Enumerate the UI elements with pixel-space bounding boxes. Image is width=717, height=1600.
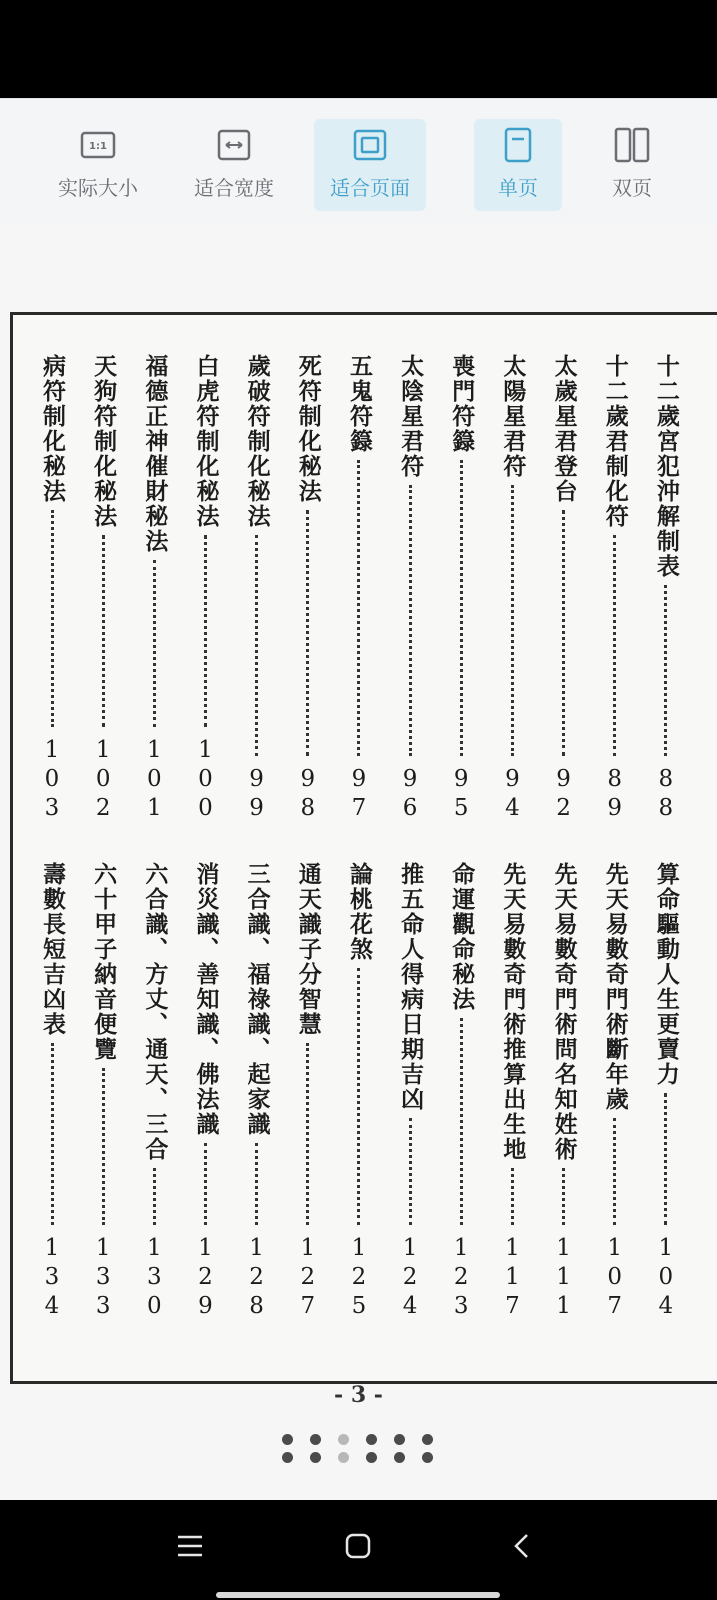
toc-entry-title: 論桃花煞 — [345, 862, 373, 962]
toc-entry-title: 先天易數奇門術問名知姓術 — [550, 862, 578, 1162]
toc-entry[interactable] — [494, 354, 530, 824]
double-page-button[interactable] — [588, 119, 676, 211]
toc-entry-title: 歲破符制化秘法 — [243, 354, 271, 529]
toc-entry-title: 推五命人得病日期吉凶 — [397, 862, 425, 1112]
toc-leader-dots — [409, 485, 412, 756]
toc-entry-page: 96 — [397, 766, 424, 824]
toc-entry-title: 通天識子分智慧 — [294, 862, 322, 1037]
toc-entry-title: 消災識、善知識、佛法識 — [192, 862, 220, 1137]
toc-entry-page: 92 — [550, 766, 577, 824]
view-toolbar — [0, 98, 717, 222]
toc-entry[interactable] — [392, 354, 428, 824]
system-nav-bar — [0, 1500, 717, 1600]
document-viewport[interactable] — [0, 222, 717, 1500]
toc-entry-title: 太陰星君符 — [397, 354, 425, 479]
toc-entry-page: 94 — [499, 766, 526, 824]
toc-entry-page: 127 — [294, 1235, 321, 1322]
toc-entry[interactable] — [546, 354, 582, 824]
toc-entry-page: 88 — [652, 766, 679, 824]
page-indicator-dot[interactable] — [422, 1452, 433, 1463]
toc-entry-page: 103 — [39, 737, 65, 824]
toc-entry-title: 十二歲宮犯沖解制表 — [652, 354, 680, 579]
toc-bottom-block — [34, 862, 684, 1322]
toc-leader-dots — [204, 1143, 207, 1225]
home-indicator — [216, 1592, 500, 1598]
toc-entry-page: 125 — [345, 1235, 372, 1322]
toc-entry-title: 白虎符制化秘法 — [192, 354, 220, 529]
toc-entry[interactable] — [187, 354, 223, 824]
toc-entry[interactable] — [443, 862, 479, 1322]
toc-entry[interactable] — [34, 354, 70, 824]
toc-entry[interactable] — [290, 354, 326, 824]
back-icon — [510, 1532, 534, 1560]
toc-top-block — [34, 354, 684, 824]
toc-entry-title: 六合識、方丈、通天、三合 — [141, 862, 169, 1162]
toc-entry[interactable] — [239, 862, 275, 1322]
toc-leader-dots — [51, 510, 54, 727]
toc-entry-title: 天狗符制化秘法 — [90, 354, 118, 529]
page-indicator-dot[interactable] — [338, 1452, 349, 1463]
toc-leader-dots — [613, 1118, 616, 1225]
actual-size-label: 实际大小 — [58, 176, 138, 200]
toc-leader-dots — [562, 510, 565, 756]
toc-leader-dots — [409, 1118, 412, 1225]
toc-entry[interactable] — [136, 354, 172, 824]
single-page-label: 单页 — [498, 176, 538, 200]
single-page-icon — [500, 127, 536, 163]
toc-entry[interactable] — [546, 862, 582, 1322]
fit-width-icon — [216, 127, 252, 163]
actual-size-glyph: 1:1 — [89, 141, 107, 152]
toc-leader-dots — [664, 1093, 667, 1225]
toc-entry-page: 100 — [192, 737, 219, 824]
page-indicator-dot[interactable] — [310, 1452, 321, 1463]
toc-entry-title: 算命驅動人生更賣力 — [652, 862, 680, 1087]
double-page-icon — [614, 127, 650, 163]
toc-leader-dots — [306, 1043, 309, 1225]
toc-entry-page: 134 — [39, 1235, 65, 1322]
toc-entry[interactable] — [597, 862, 633, 1322]
toc-entry-page: 123 — [448, 1235, 475, 1322]
toc-entry-title: 先天易數奇門術斷年歲 — [601, 862, 629, 1112]
toc-leader-dots — [613, 535, 616, 756]
toc-entry[interactable] — [341, 862, 377, 1322]
toc-entry-page: 107 — [601, 1235, 628, 1322]
page-number: - 3 - — [334, 1382, 383, 1408]
page-indicator-dots — [282, 1434, 432, 1464]
toc-entry-title: 三合識、福祿識、起家識 — [243, 862, 271, 1137]
toc-entry-title: 先天易數奇門術推算出生地 — [499, 862, 527, 1162]
toc-entry[interactable] — [597, 354, 633, 824]
toc-entry[interactable] — [136, 862, 172, 1322]
page-indicator-dot[interactable] — [394, 1452, 405, 1463]
toc-entry-page: 89 — [601, 766, 628, 824]
toc-leader-dots — [102, 535, 105, 727]
page-indicator-dot[interactable] — [394, 1434, 405, 1445]
fit-width-button[interactable] — [184, 119, 284, 211]
actual-size-icon — [80, 127, 116, 163]
toc-entry[interactable] — [290, 862, 326, 1322]
toc-entry-title: 六十甲子納音便覽 — [90, 862, 118, 1062]
menu-button[interactable] — [168, 1524, 212, 1568]
page-indicator-dot[interactable] — [282, 1452, 293, 1463]
toc-entry-page: 133 — [90, 1235, 117, 1322]
toc-entry-title: 太陽星君符 — [499, 354, 527, 479]
toc-leader-dots — [102, 1068, 105, 1225]
toc-leader-dots — [153, 560, 156, 727]
toc-leader-dots — [153, 1168, 156, 1225]
fit-width-label: 适合宽度 — [194, 176, 274, 200]
toc-entry-title: 喪門符籙 — [448, 354, 476, 454]
toc-entry-page: 128 — [243, 1235, 270, 1322]
toc-entry-page: 104 — [652, 1235, 679, 1322]
toc-entry[interactable] — [187, 862, 223, 1322]
toc-leader-dots — [511, 485, 514, 756]
toc-entry[interactable] — [443, 354, 479, 824]
toc-entry-title: 太歲星君登台 — [550, 354, 578, 504]
toc-entry[interactable] — [239, 354, 275, 824]
back-button[interactable] — [500, 1524, 544, 1568]
toc-entry-page: 95 — [448, 766, 475, 824]
toc-entry-title: 壽數長短吉凶表 — [39, 862, 66, 1037]
toc-leader-dots — [562, 1168, 565, 1225]
toc-entry[interactable] — [85, 862, 121, 1322]
toc-leader-dots — [255, 1143, 258, 1225]
toc-leader-dots — [255, 535, 258, 756]
toc-entry[interactable] — [34, 862, 70, 1322]
toc-leader-dots — [357, 460, 360, 756]
page-indicator-dot[interactable] — [310, 1434, 321, 1445]
page-indicator-dot[interactable] — [366, 1434, 377, 1445]
fit-page-icon — [352, 127, 388, 163]
toc-entry-page: 130 — [141, 1235, 168, 1322]
toc-entry-page: 129 — [192, 1235, 219, 1322]
toc-leader-dots — [460, 460, 463, 756]
toc-entry[interactable] — [648, 862, 684, 1322]
toc-leader-dots — [664, 585, 667, 756]
toc-entry-page: 97 — [345, 766, 372, 824]
fit-page-button[interactable] — [314, 119, 426, 211]
toc-leader-dots — [51, 1043, 54, 1225]
fit-page-label: 适合页面 — [330, 176, 410, 200]
toc-leader-dots — [511, 1168, 514, 1225]
single-page-button[interactable] — [474, 119, 562, 211]
actual-size-button[interactable] — [48, 119, 148, 211]
menu-icon — [175, 1533, 205, 1559]
toc-entry-page: 111 — [550, 1235, 577, 1322]
toc-entry-title: 命運觀命秘法 — [448, 862, 476, 1012]
page-indicator-dot[interactable] — [282, 1434, 293, 1445]
toc-leader-dots — [306, 510, 309, 756]
home-button[interactable] — [336, 1524, 380, 1568]
toc-entry-page: 101 — [141, 737, 168, 824]
toc-entry[interactable] — [648, 354, 684, 824]
toc-entry[interactable] — [341, 354, 377, 824]
toc-leader-dots — [357, 968, 360, 1225]
status-bar — [0, 0, 717, 98]
toc-entry-page: 117 — [499, 1235, 526, 1322]
double-page-label: 双页 — [612, 176, 652, 200]
toc-leader-dots — [204, 535, 207, 727]
toc-entry-page: 98 — [294, 766, 321, 824]
toc-leader-dots — [460, 1018, 463, 1225]
home-icon — [344, 1532, 372, 1560]
toc-entry-title: 死符制化秘法 — [294, 354, 322, 504]
toc-entry-page: 99 — [243, 766, 270, 824]
toc-entry-page: 124 — [397, 1235, 424, 1322]
toc-entry-page: 102 — [90, 737, 117, 824]
toc-entry-title: 病符制化秘法 — [39, 354, 66, 504]
page-indicator-dot[interactable] — [366, 1452, 377, 1463]
toc-entry-title: 五鬼符籙 — [345, 354, 373, 454]
toc-entry-title: 十二歲君制化符 — [601, 354, 629, 529]
toc-entry[interactable] — [392, 862, 428, 1322]
toc-entry[interactable] — [85, 354, 121, 824]
page-indicator-dot[interactable] — [422, 1434, 433, 1445]
toc-entry-title: 福德正神催財秘法 — [141, 354, 169, 554]
page-indicator-dot[interactable] — [338, 1434, 349, 1445]
toc-entry[interactable] — [494, 862, 530, 1322]
